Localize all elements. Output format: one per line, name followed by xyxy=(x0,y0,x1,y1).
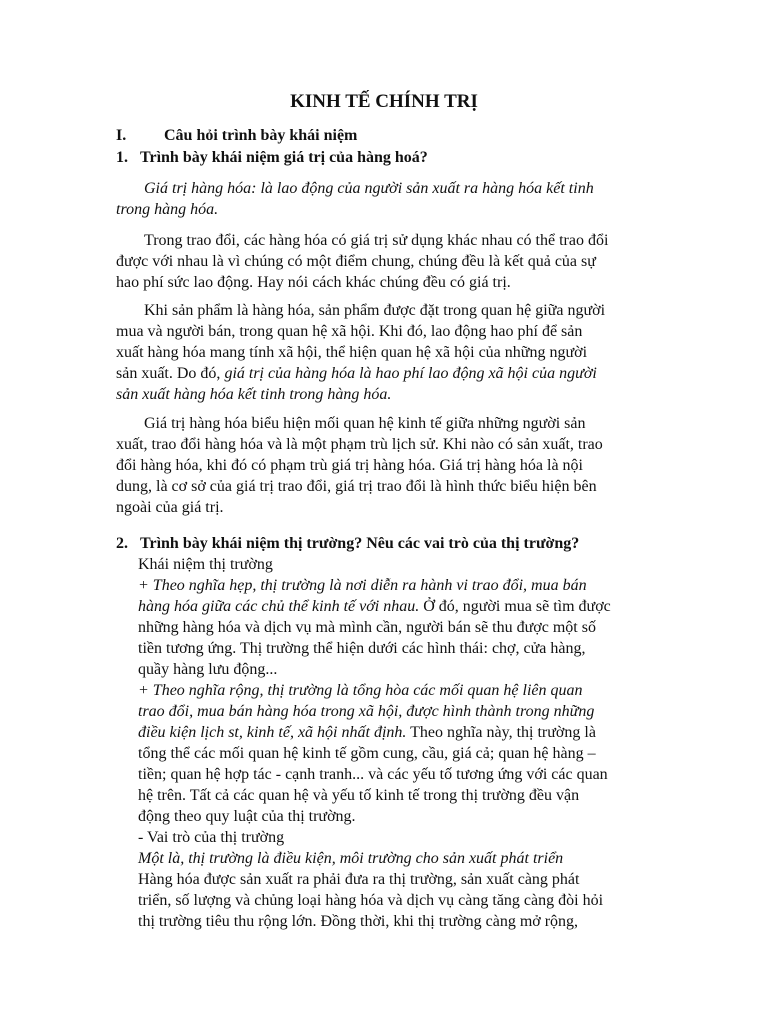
question-2-number: 2. xyxy=(116,535,128,552)
market-section-body: Khái niệm thị trường + Theo nghĩa hẹp, thị trường là nơi diễn ra hành vi trao đổi, mua bán hàng hóa giữa các chủ thể kinh tế với nhau. Ở đó, người mua sẽ tìm được những hàng hóa và dịch vụ mà mình cần, người bán sẽ thu được một số tiền tương ứng. Thị trường thể hiện dưới các hình thái: chợ, cửa hàng, quầy hàng lưu động... + Theo nghĩa rộng, thị trường là tổng hòa các mối quan hệ liên quan trao đổi, mua bán hàng hóa trong xã hội, được hình thành trong những điều kiện lịch st, kinh tế, xã hội nhất định. Theo nghĩa này, thị trường là tổng thể các mối quan hệ kinh tế gồm cung, cầu, giá cả; quan hệ hàng – tiền; quan hệ hợp tác - cạnh tranh... và các yếu tố tương ứng với các quan hệ trên. Tất cả các quan hệ và yếu tố kinh tế trong thị trường đều vận động theo quy luật của thị trường. - Vai trò của thị trường Một là, thị trường là điều kiện, môi trường cho sản xuất phát triển Hàng hóa được sản xuất ra phải đưa ra thị trường, sản xuất càng phát triển, số lượng và chủng loại hàng hóa và dịch vụ càng tăng càng đòi hỏi thị trường tiêu thu rộng lớn. Đồng thời, khi thị trường càng mở rộng, xyxy=(138,554,678,932)
paragraph-exchange: Trong trao đổi, các hàng hóa có giá trị sử dụng khác nhau có thể trao đổi được với nhau là vì chúng có một điểm chung, chúng đều là kết quả của sự hao phí sức lao động. Hay nói cách khác chúng đều có giá trị. xyxy=(116,232,609,291)
section-number: I. xyxy=(116,127,127,144)
question-1-label: Trình bày khái niệm giá trị của hàng hoá? xyxy=(140,149,428,166)
question-2-heading xyxy=(116,533,579,554)
question-1-heading xyxy=(116,147,428,168)
subheading-market-concept: Khái niệm thị trường xyxy=(138,556,273,573)
paragraph-economic-relation: Giá trị hàng hóa biểu hiện mối quan hệ kinh tế giữa những người sản xuất, trao đổi hàng hóa và là một phạm trù lịch sử. Khi nào có sản xuất, trao đổi hàng hóa, khi đó có phạm trù giá trị hàng hóa. Giá trị hàng hóa là nội dung, là cơ sở của giá trị trao đổi, giá trị trao đổi là hình thức biểu hiện bên ngoài của giá trị. xyxy=(116,415,603,516)
subheading-market-role: - Vai trò của thị trường xyxy=(138,829,285,846)
paragraph-commodity: Khi sản phẩm là hàng hóa, sản phẩm được đặt trong quan hệ giữa người mua và người bán, trong quan hệ xã hội. Khi đó, lao động hao phí để sản xuất hàng hóa mang tính xã hội, thể hiện quan hệ xã hội của những người sản xuất. Do đó, giá trị của hàng hóa là hao phí lao động xã hội của người sản xuất hàng hóa kết tinh trong hàng hóa. xyxy=(116,302,606,403)
document-title: KINH TẾ CHÍNH TRỊ xyxy=(290,91,478,112)
question-1-number: 1. xyxy=(116,149,128,166)
question-2-label: Trình bày khái niệm thị trường? Nêu các vai trò của thị trường? xyxy=(140,535,580,552)
section-label: Câu hỏi trình bày khái niệm xyxy=(164,127,358,144)
section-heading xyxy=(116,125,357,146)
paragraph-definition: Giá trị hàng hóa: là lao động của người sản xuất ra hàng hóa kết tinh trong hàng hóa. xyxy=(116,180,594,218)
